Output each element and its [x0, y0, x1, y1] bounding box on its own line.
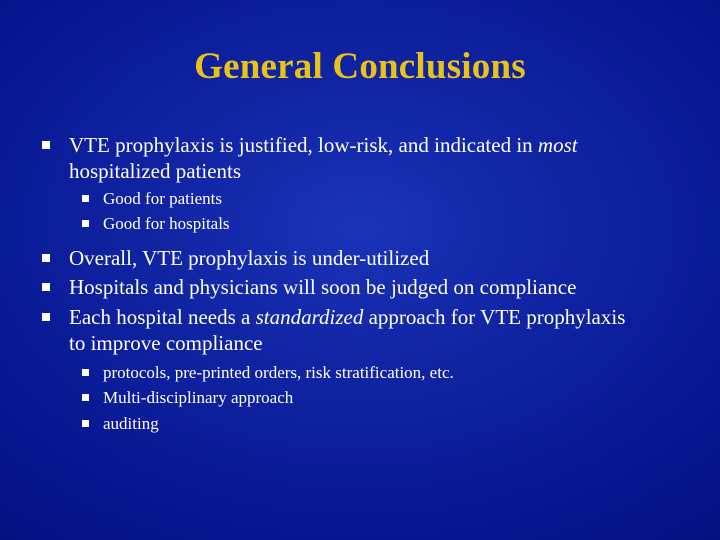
- bullet-4-line-1: [69, 304, 625, 330]
- sub-bullet-marker: [82, 195, 89, 202]
- bullet-1-line-2: hospitalized patients: [69, 159, 242, 183]
- sub-bullet-marker: [82, 420, 89, 427]
- sub-bullet-marker: [82, 369, 89, 376]
- bullet-4-text-before: Each hospital needs a: [69, 305, 256, 329]
- sub-bullet-marker: [82, 220, 89, 227]
- sub-bullet-1-2: Good for hospitals: [103, 214, 230, 233]
- bullet-marker: [42, 141, 50, 149]
- bullet-4-line-2: to improve compliance: [69, 331, 263, 355]
- sub-bullet-1-1: Good for patients: [103, 189, 222, 208]
- bullet-marker: [42, 254, 50, 262]
- sub-bullet-marker: [82, 394, 89, 401]
- bullet-2: Overall, VTE prophylaxis is under-utilized: [69, 246, 430, 270]
- bullet-1-emphasis: most: [537, 133, 578, 157]
- slide-title: General Conclusions: [194, 46, 526, 87]
- bullet-marker: [42, 313, 50, 321]
- bullet-1-line-1: [69, 132, 578, 158]
- bullet-4-emphasis: standardized: [255, 305, 364, 329]
- bullet-1-text: VTE prophylaxis is justified, low-risk, and indicated in: [69, 133, 538, 157]
- sub-bullet-4-1: protocols, pre-printed orders, risk stratification, etc.: [103, 363, 454, 382]
- sub-bullet-4-3: auditing: [103, 414, 159, 433]
- bullet-3: Hospitals and physicians will soon be judged on compliance: [69, 275, 577, 299]
- sub-bullet-4-2: Multi-disciplinary approach: [103, 388, 294, 407]
- bullet-marker: [42, 283, 50, 291]
- bullet-4-text-after: approach for VTE prophylaxis: [363, 305, 626, 329]
